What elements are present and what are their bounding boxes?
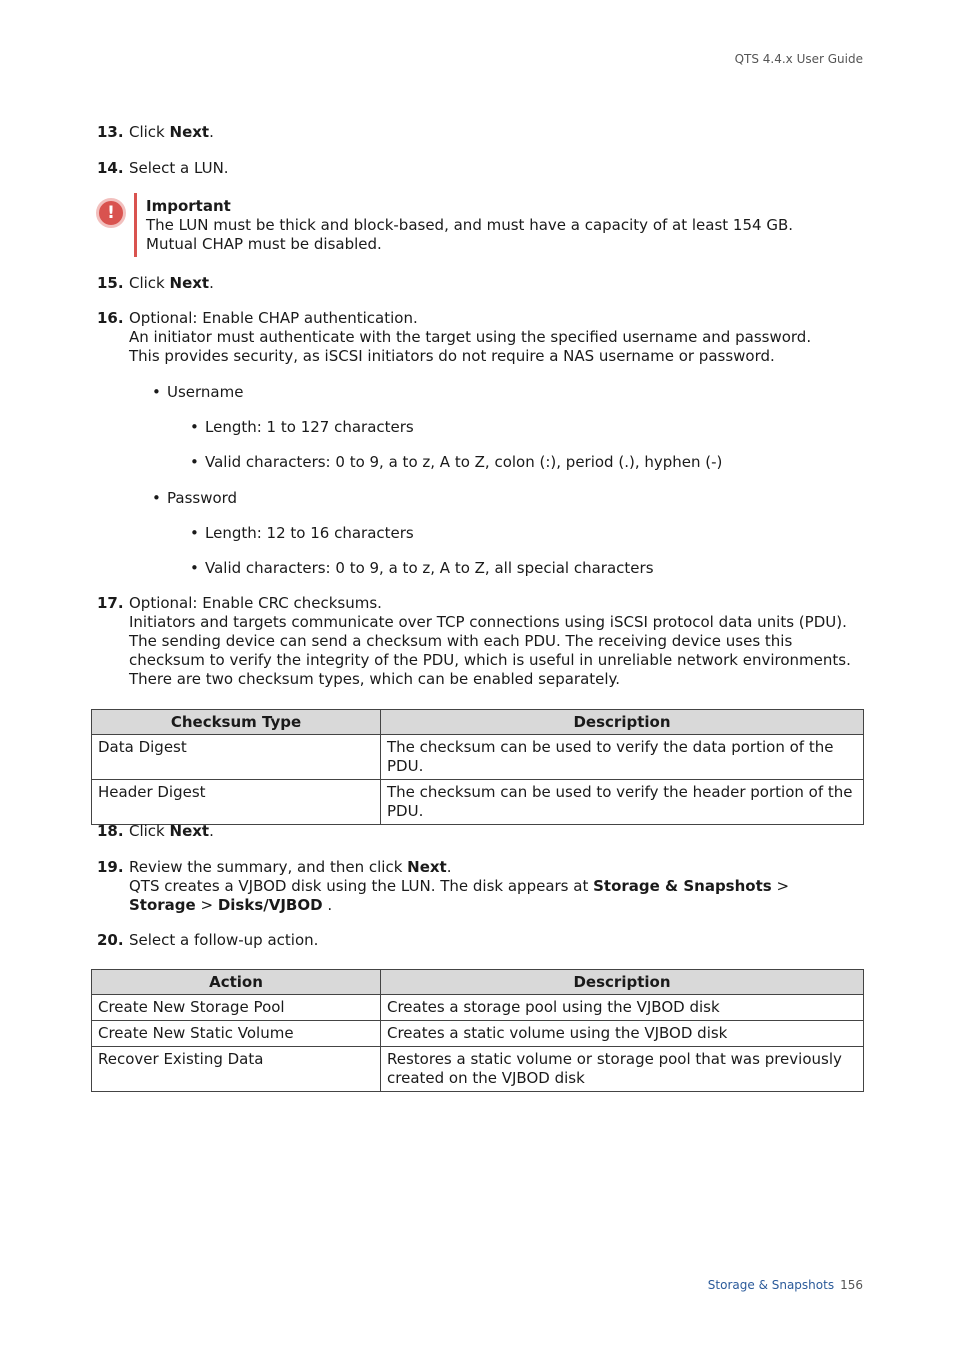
- step-text: .: [209, 822, 214, 840]
- step-16: [97, 309, 867, 366]
- step-text: Optional: Enable CHAP authentication.: [129, 309, 418, 327]
- step-text: Click: [129, 822, 170, 840]
- step-bold: Next: [169, 822, 210, 840]
- step-text: Optional: Enable CRC checksums.: [129, 594, 382, 612]
- column-header: Checksum Type: [92, 710, 381, 735]
- step-detail: Initiators and targets communicate over TCP connections using iSCSI protocol data units (PDU). The sending device can send a checksum with each PDU. The receiving device uses this checksum to verify the integrity of the PDU, which is useful in unreliable network environments. There are two checksum types, which can be enabled separately.: [129, 613, 851, 688]
- column-header: Description: [381, 710, 864, 735]
- table-cell: Restores a static volume or storage pool that was previously created on the VJBOD disk: [381, 1047, 864, 1092]
- path-separator: >: [771, 877, 790, 895]
- table-cell: The checksum can be used to verify the data portion of the PDU.: [381, 735, 864, 780]
- bullet-icon: •: [152, 383, 161, 401]
- exclamation-icon: !: [96, 198, 126, 228]
- menu-path-storage-snapshots: Storage & Snapshots: [593, 877, 772, 895]
- important-callout: [96, 193, 866, 257]
- step-13: [97, 123, 867, 142]
- step-19: [97, 858, 867, 915]
- step-number: 20.: [97, 931, 124, 949]
- step-text: Select a follow-up action.: [129, 931, 319, 949]
- bullet-text: Length: 12 to 16 characters: [205, 524, 414, 542]
- table-row: [92, 780, 864, 825]
- step-number: 17.: [97, 594, 124, 612]
- step-detail: An initiator must authenticate with the target using the specified username and password. This provides security, as iSCSI initiators do not require a NAS username or password.: [129, 328, 812, 365]
- step-15: [97, 274, 867, 293]
- bullet-text: Length: 1 to 127 characters: [205, 418, 414, 436]
- step-text: Click: [129, 274, 170, 292]
- table-header-row: [92, 970, 864, 995]
- checksum-table: [91, 709, 864, 825]
- step-text: .: [322, 896, 333, 914]
- menu-path-disks-vjbod: Disks/VJBOD: [217, 896, 323, 914]
- table-row: [92, 735, 864, 780]
- callout-bar: [134, 193, 137, 257]
- bullet-password-length: [190, 524, 414, 543]
- step-bold: Next: [169, 123, 210, 141]
- step-20: [97, 931, 867, 950]
- step-number: 19.: [97, 858, 124, 876]
- table-row: [92, 995, 864, 1021]
- table-cell: The checksum can be used to verify the header portion of the PDU.: [381, 780, 864, 825]
- bullet-username-length: [190, 418, 414, 437]
- table-header-row: [92, 710, 864, 735]
- step-number: 16.: [97, 309, 124, 327]
- page-header: QTS 4.4.x User Guide: [734, 52, 863, 66]
- step-number: 13.: [97, 123, 124, 141]
- step-text: QTS creates a VJBOD disk using the LUN. The disk appears at: [129, 877, 594, 895]
- callout-text: The LUN must be thick and block-based, and must have a capacity of at least 154 GB. Mutual CHAP must be disabled.: [146, 216, 794, 253]
- action-table: [91, 969, 864, 1092]
- table-cell: Data Digest: [92, 735, 381, 780]
- table-cell: Creates a static volume using the VJBOD disk: [381, 1021, 864, 1047]
- bullet-icon: •: [190, 453, 199, 471]
- column-header: Action: [92, 970, 381, 995]
- step-bold: Next: [169, 274, 210, 292]
- step-text: Click: [129, 123, 170, 141]
- bullet-icon: •: [190, 559, 199, 577]
- step-14: [97, 159, 867, 178]
- step-17: [97, 594, 867, 689]
- step-text: .: [446, 858, 452, 876]
- step-number: 14.: [97, 159, 124, 177]
- bullet-username-chars: [190, 453, 722, 472]
- step-text: Review the summary, and then click: [129, 858, 408, 876]
- bullet-icon: •: [152, 489, 161, 507]
- step-text: Select a LUN.: [129, 159, 229, 177]
- step-text: .: [209, 274, 214, 292]
- bullet-password-chars: [190, 559, 654, 578]
- bullet-text: Username: [167, 383, 244, 401]
- callout-title: Important: [146, 197, 231, 215]
- footer-section: Storage & Snapshots: [707, 1278, 835, 1292]
- menu-path-storage: Storage: [129, 896, 196, 914]
- page-footer: [708, 1276, 863, 1295]
- step-18: [97, 822, 867, 841]
- table-cell: Header Digest: [92, 780, 381, 825]
- bullet-password: [152, 489, 237, 508]
- table-cell: Create New Static Volume: [92, 1021, 381, 1047]
- bullet-icon: •: [190, 524, 199, 542]
- column-header: Description: [381, 970, 864, 995]
- table-cell: Recover Existing Data: [92, 1047, 381, 1092]
- table-cell: Create New Storage Pool: [92, 995, 381, 1021]
- step-text: .: [209, 123, 214, 141]
- table-row: [92, 1047, 864, 1092]
- step-number: 18.: [97, 822, 124, 840]
- table-row: [92, 1021, 864, 1047]
- step-number: 15.: [97, 274, 124, 292]
- step-bold: Next: [407, 858, 447, 876]
- path-separator: >: [195, 896, 218, 914]
- table-cell: Creates a storage pool using the VJBOD disk: [381, 995, 864, 1021]
- bullet-text: Password: [167, 489, 238, 507]
- bullet-text: Valid characters: 0 to 9, a to z, A to Z, all special characters: [205, 559, 654, 577]
- bullet-username: [152, 383, 243, 402]
- bullet-text: Valid characters: 0 to 9, a to z, A to Z, colon (:), period (.), hyphen (-): [205, 453, 723, 471]
- page-number: 156: [840, 1278, 863, 1292]
- bullet-icon: •: [190, 418, 199, 436]
